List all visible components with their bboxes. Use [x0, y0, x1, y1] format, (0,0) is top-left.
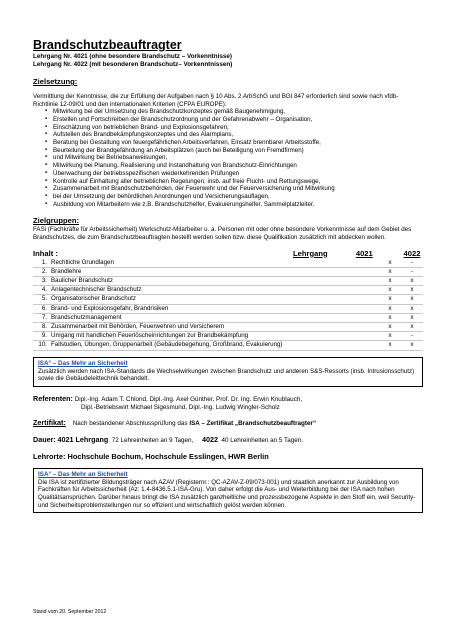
inhalt-row	[33, 295, 423, 304]
zielsetzung-item: ▪ Einschätzung von betrieblichen Brand- und Explosionsgefahren,	[47, 124, 423, 132]
inhalt-row-4021: x	[388, 258, 392, 266]
inhalt-row-number: 8.	[41, 322, 47, 330]
course-subtitle-4022: Lehrgang Nr. 4022 (mit besonderen Brandschutz– Vorkenntnissen)	[33, 61, 233, 68]
inhalt-row-topic: Brandlehre	[51, 267, 82, 275]
column-4021: 4021	[355, 248, 373, 258]
isa-box-1	[33, 357, 423, 387]
inhalt-heading: Inhalt :	[33, 248, 58, 258]
zielsetzung-item: ▪ Beurteilung der Brandgefährdung an Arbeitsplätzen (auch bei Beteiligung von Fremdfirmen)	[47, 147, 423, 155]
inhalt-row-number: 4.	[41, 286, 47, 294]
zielsetzung-item: ▪ Ausbildung von Mitarbeitern wie z.B. Brandschutzhelfer, Evakuierungshelfer, Sammelplatzleiter.	[47, 201, 423, 209]
inhalt-row	[33, 276, 423, 285]
zielsetzung-list	[33, 108, 423, 208]
zielsetzung-item: ▪ bei der Umsetzung der behördlichen Anordnungen und Versicherungsauflagen,	[47, 193, 423, 201]
inhalt-table	[33, 259, 423, 351]
dauer-line	[33, 435, 423, 446]
zielgruppen-heading: Zielgruppen:	[33, 216, 79, 226]
isa-box-2	[33, 468, 423, 513]
lehrorte-line: Lehrorte: Hochschule Bochum, Hochschule Esslingen, HWR Berlin	[33, 451, 269, 461]
inhalt-row-4022: x	[410, 276, 414, 284]
inhalt-row-topic: Fallstudien, Übungen, Gruppenarbeit (Gebäudebegehung, Großbrand, Evakuierung)	[51, 341, 283, 349]
inhalt-row-4021: x	[388, 276, 392, 284]
zertifikat-label: Zertifikat:	[33, 417, 66, 427]
zielsetzung-intro: Vermittlung der Kenntnisse, die zur Erfüllung der Aufgaben nach § 10 Abs. 2 ArbSchG und BGI 847 erforderlich sind sowie nach vfdb-Richtlinie 12-09/01 und den internationalen Kriterien (CFPA EUROPE):	[33, 93, 399, 108]
dauer-4021-label: 4021 Lehrgang	[57, 434, 109, 444]
inhalt-row-number: 5.	[41, 295, 47, 303]
page-title: Brandschutzbeauftragter	[33, 38, 182, 52]
inhalt-row-topic: Brand- und Explosionsgefahr, Brandrisiken	[51, 304, 169, 312]
inhalt-row-number: 1.	[41, 258, 47, 266]
inhalt-row-4021: x	[388, 286, 392, 294]
zielsetzung-item: ▪ Aufstellen des Brandbekämpfungskonzeptes und des Alarmplans,	[47, 131, 423, 139]
isa-box-1-text: Zusätzlich werden nach ISA-Standards die Wechselwirkungen zwischen Brandschutz und anderen S&S-Ressorts (insb. Intrusionsschutz) sowie die Gebäudeleittechnik behandelt.	[38, 367, 415, 383]
stand-date: Stand vom 20. September 2012	[33, 609, 107, 615]
inhalt-row-number: 7.	[41, 313, 47, 321]
referenten-label: Referenten:	[33, 393, 73, 403]
inhalt-row	[33, 332, 423, 341]
dauer-4021-text: 72 Lehreinheiten an 9 Tagen,	[111, 436, 194, 444]
inhalt-row-4021: x	[388, 267, 392, 275]
zertifikat-text: Nach bestandener Abschlussprüfung das	[72, 419, 188, 427]
inhalt-row-4021: x	[388, 322, 392, 330]
inhalt-row-4022: x	[410, 295, 414, 303]
course-subtitle-4021: Lehrgang Nr. 4021 (ohne besondere Brandschutz – Vorkenntnisse)	[33, 53, 232, 60]
zielsetzung-item: ▪ und Mitwirkung bei Betriebsanweisungen,	[47, 154, 423, 162]
inhalt-row-4022: x	[410, 322, 414, 330]
inhalt-row-4021: x	[388, 332, 392, 340]
referenten-line-2: Dipl.-Betriebswirt Michael Sigesmund, Dipl.-Ing. Ludwig Wingler-Scholz	[81, 403, 280, 411]
inhalt-header	[33, 249, 423, 259]
dauer-label: Dauer:	[33, 434, 56, 444]
inhalt-row-4021: x	[388, 295, 392, 303]
inhalt-row-4022: -	[410, 332, 414, 340]
inhalt-row-4021: x	[388, 313, 392, 321]
zielsetzung-item: ▪ Beratung bei Gestaltung von feuergefährlichen Arbeitsverfahren, Einsatz brennbarer Arbeitsstoffe,	[47, 139, 423, 147]
dauer-4022-label: 4022	[201, 434, 218, 444]
zertifikat-strong: ISA – Zertifikat „Brandschutzbeauftragter“	[189, 419, 317, 427]
inhalt-row-4021: x	[388, 304, 392, 312]
inhalt-row-4022: -	[410, 267, 414, 275]
inhalt-row-number: 9.	[41, 332, 47, 340]
zielsetzung-item: ▪ Erstellen und Fortschreiben der Brandschutzordnung und der Gefahrenabwehr – Organisation,	[47, 116, 423, 124]
zertifikat-line	[33, 418, 423, 429]
inhalt-row	[33, 341, 423, 350]
zielsetzung-heading: Zielsetzung:	[33, 77, 78, 86]
zielsetzung-item: ▪ Kontrolle auf Einhaltung aller betrieblichen Regelungen, insb. auf freie Flucht- und Rettungswege,	[47, 178, 423, 186]
inhalt-row-topic: Brandschutzmanagement	[51, 313, 122, 321]
isa-box-2-title: ISA° – Das Mehr an Sicherheit	[38, 470, 128, 478]
zielsetzung-item: ▪ Überwachung der betriebsspezifischen wiederkehrenden Prüfungen	[47, 170, 423, 178]
inhalt-row-number: 2.	[41, 267, 47, 275]
inhalt-row-4022: x	[410, 341, 414, 349]
referenten-line-1: Dipl.-Ing. Adam T. Chlond, Dipl.-Ing. Axel Günther, Prof. Dr. Ing. Erwin Knublauch,	[74, 395, 303, 403]
inhalt-row-topic: Umgang mit handlichen Feuerlöscheinrichtungen zur Brandbekämpfung	[51, 332, 249, 340]
inhalt-row	[33, 313, 423, 322]
inhalt-row-topic: Organisatorischer Brandschutz	[51, 295, 136, 303]
inhalt-row-4022: x	[410, 286, 414, 294]
inhalt-row-topic: Zusammenarbeit mit Behörden, Feuerwehren und Versicherern	[51, 322, 225, 330]
inhalt-row	[33, 259, 423, 268]
zielsetzung-item: ▪ Zusammenarbeit mit Brandschutzbehörden, der Feuerwehr und der Feuerversicherung und Mitwirkung	[47, 185, 423, 193]
dauer-4022-text: 40 Lehreinheiten an 5 Tagen.	[221, 436, 303, 444]
referenten-block	[33, 395, 423, 412]
inhalt-row-topic: Anlagentechnischer Brandschutz	[51, 286, 142, 294]
inhalt-row	[33, 267, 423, 276]
inhalt-row-topic: Rechtliche Grundlagen	[51, 258, 114, 266]
isa-box-1-title: ISA° – Das Mehr an Sicherheit	[38, 359, 128, 367]
inhalt-row	[33, 286, 423, 295]
inhalt-row-number: 3.	[41, 276, 47, 284]
zielsetzung-item: ▪ Mitwirkung bei der Umsetzung des Brandschutzkonzeptes gemäß Baugenehmigung,	[47, 108, 423, 116]
lehrgang-label: Lehrgang	[293, 248, 328, 258]
inhalt-row-number: 6.	[41, 304, 47, 312]
zielgruppen-text: FASi (Fachkräfte für Arbeitssicherheit) Werkschutz-Mitarbeiter u. a. Personen mit oder ohne besondere Vorkenntnisse auf dem Gebiet des Brandschutzes, die zum Brandschutzbeauftragten bestellt werden sollen bzw. diese Qualifikation zusätzlich mit abdecken wollen.	[33, 226, 412, 241]
inhalt-row	[33, 322, 423, 331]
inhalt-row	[33, 304, 423, 313]
inhalt-row-4021: x	[388, 341, 392, 349]
column-4022: 4022	[403, 248, 421, 258]
inhalt-row-topic: Baulicher Brandschutz	[51, 276, 113, 284]
inhalt-row-4022: x	[410, 304, 414, 312]
inhalt-row-number: 10.	[38, 341, 47, 349]
zielsetzung-item: ▪ Mitwirkung bei Planung, Realisierung und Instandhaltung von Brandschutz-Einrichtungen	[47, 162, 423, 170]
inhalt-row-4022: -	[410, 258, 414, 266]
inhalt-row-4022: x	[410, 313, 414, 321]
isa-box-2-text: Die ISA ist zertifizierter Bildungsträger nach AZAV (Registernr.: QC-AZAV-Z-09/073-001) und staatlich anerkannt zur Ausbildung von Fachkräften für Arbeitssicherheit (Az: 1.4-8436.5.1-ISA-Gru). Von daher erfolgt die Aus- und Weiterbildung bei der ISA nach hohen Qualitätsansprüchen. Darüber hinaus bringt die ISA zusätzlich ganzheitliche und prozessbezogene Aspekte in den Stoff ein, weil Security- und Sicherheitsproblemstellungen nur so effizient und wirtschaftlich gelöst werden können.	[38, 478, 416, 509]
document-page	[33, 38, 423, 513]
